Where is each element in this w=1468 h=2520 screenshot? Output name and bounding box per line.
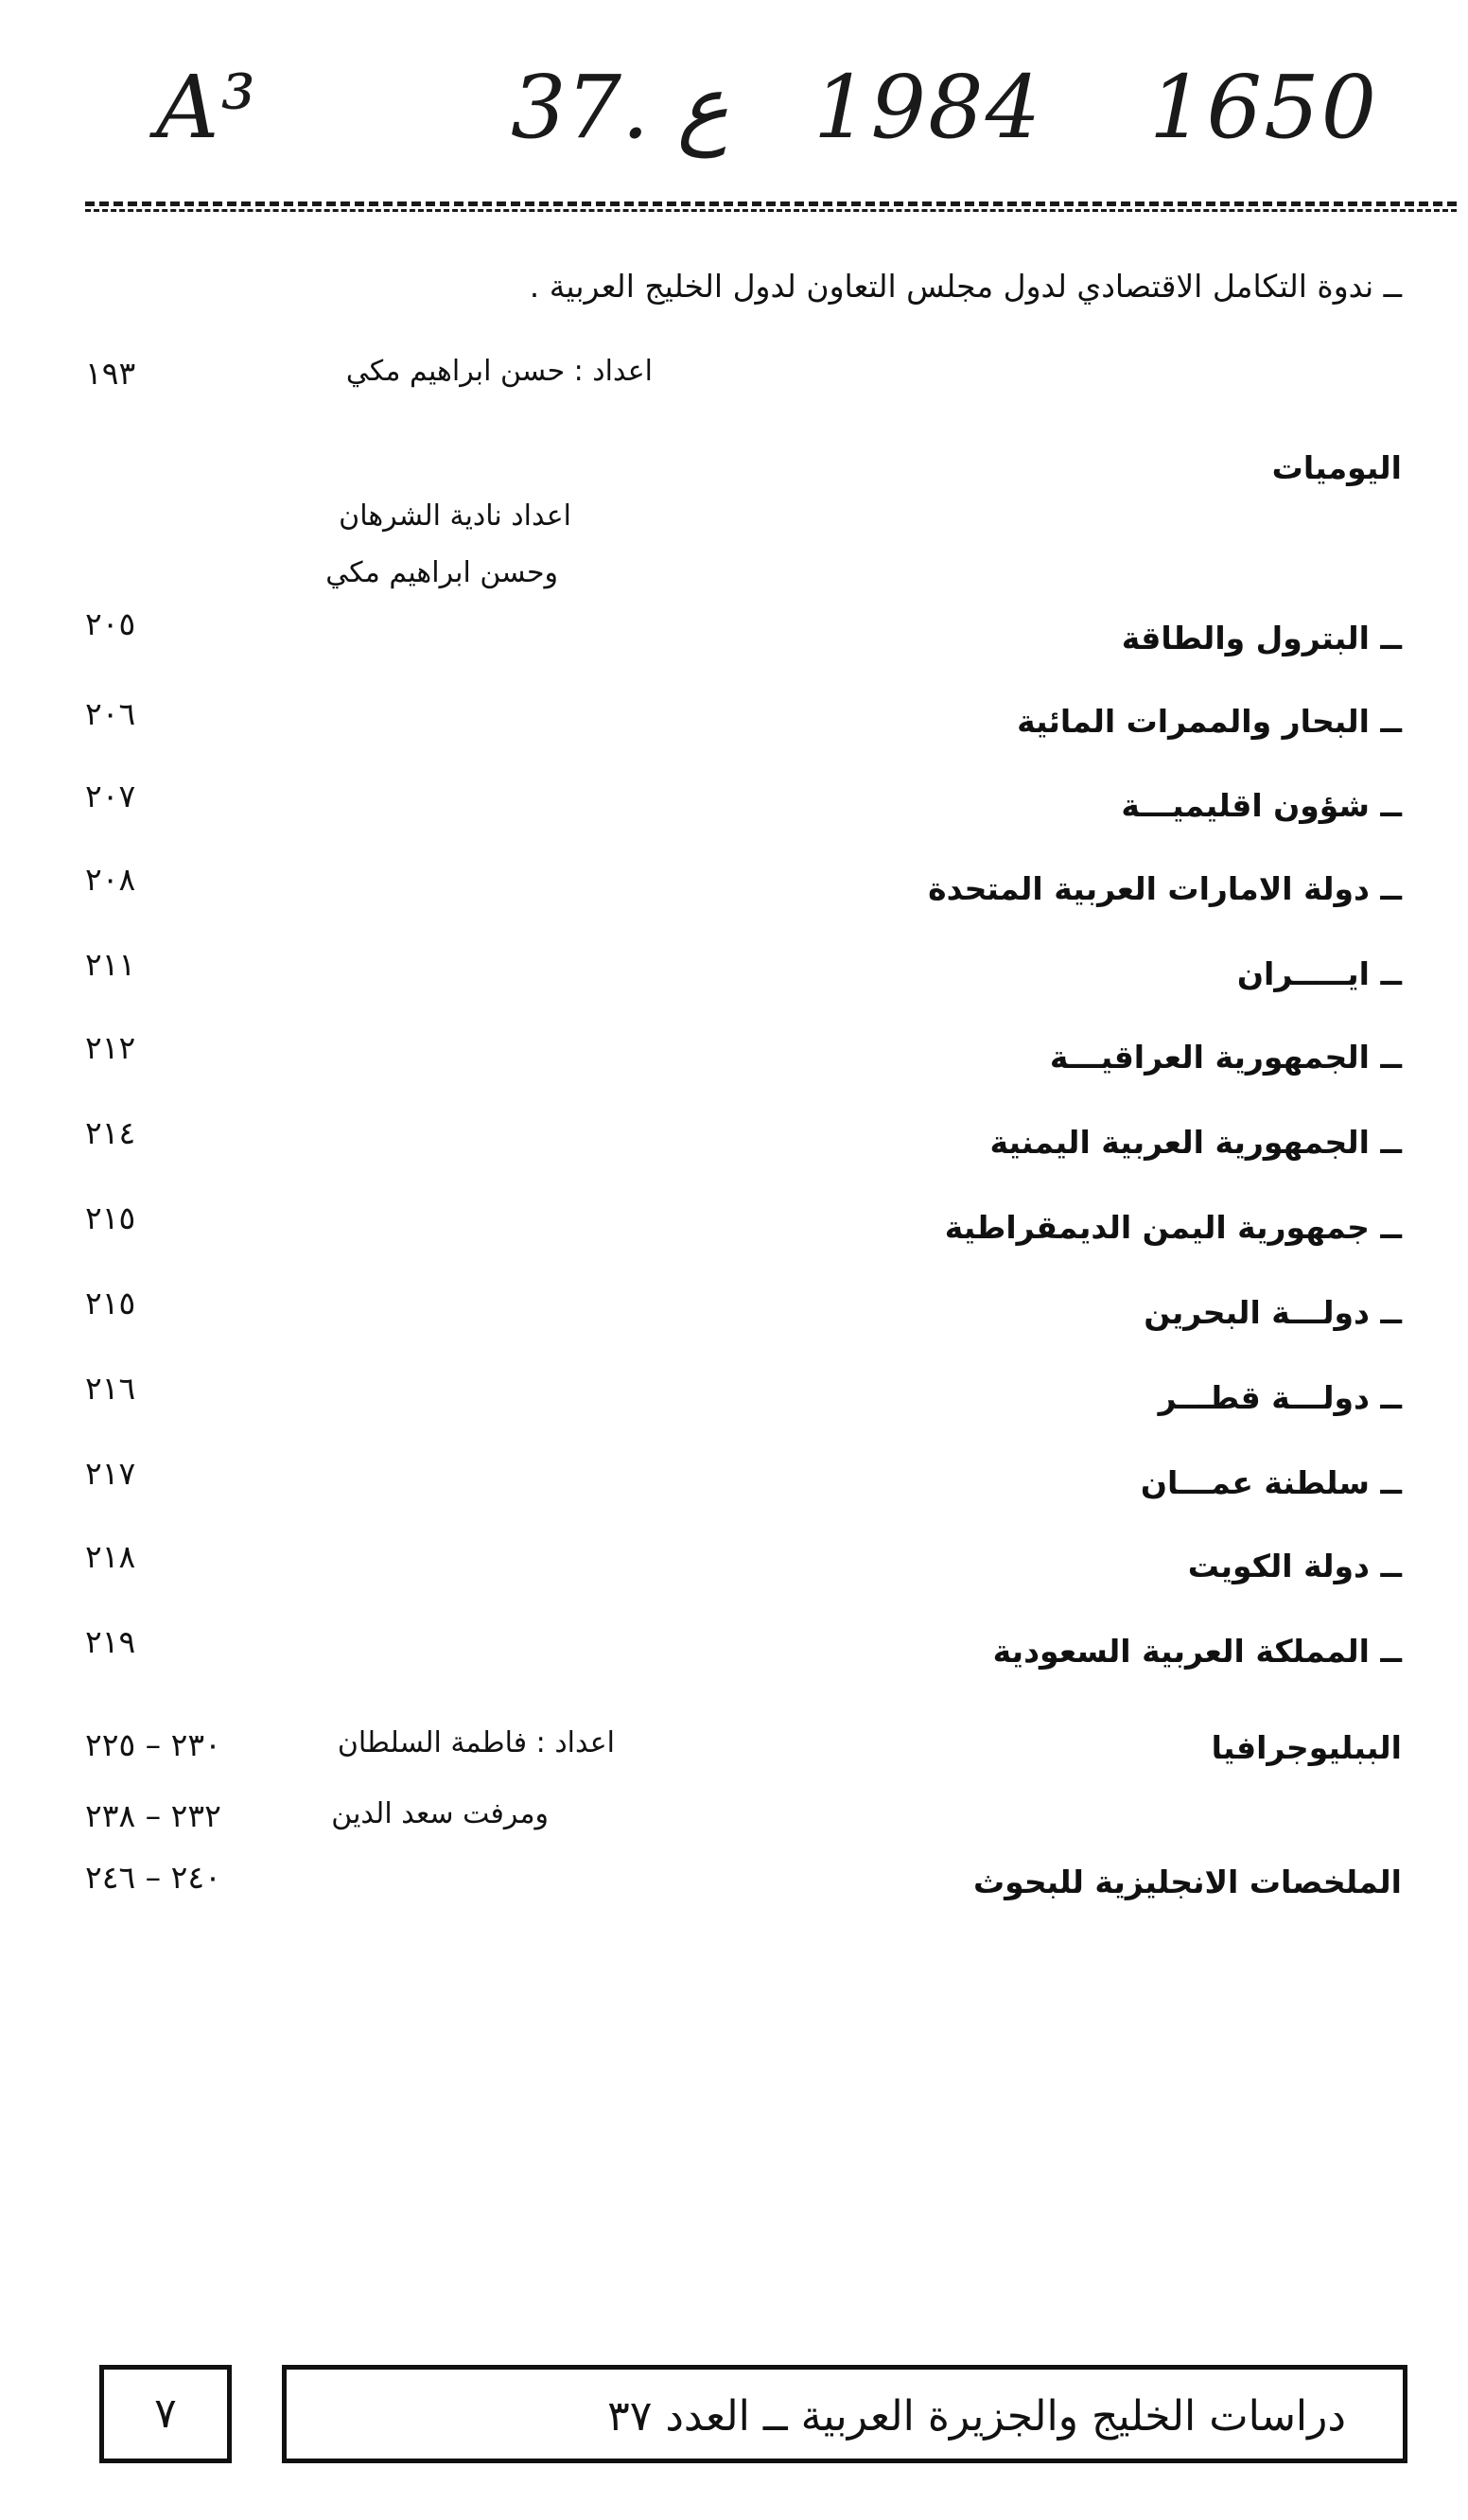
toc-page: ٢١٢ [85,1029,136,1066]
section-heading-bibliography: الببليوجرافيا [1211,1729,1402,1766]
toc-entry: ــ دولـــة البحرين [1144,1294,1402,1331]
toc-entry: ــ جمهورية اليمن الديمقراطية [944,1209,1402,1246]
toc-credit-bibliography-2: ومرفت سعد الدين [331,1797,549,1830]
toc-page-symposium: ١٩٣ [85,355,136,392]
toc-page: ٢٠٨ [85,861,136,898]
toc-entry: ــ الجمهورية العراقيـــة [1049,1039,1402,1076]
toc-entry: ــ البترول والطاقة [1121,620,1402,656]
toc-credit-diary-2: وحسن ابراهيم مكي [325,556,558,589]
toc-credit-symposium: اعداد : حسن ابراهيم مكي [345,355,653,388]
toc-page-summaries: ٢٤٠ – ٢٤٦ [85,1859,221,1896]
toc-page-bibliography-2: ٢٣٢ – ٢٣٨ [85,1797,221,1834]
toc-page: ٢١٤ [85,1114,136,1151]
toc-credit-diary-1: اعداد نادية الشرهان [339,499,571,533]
handwritten-annotation-a3: A³ [156,57,258,158]
footer-page-number: ٧ [99,2365,232,2463]
toc-entry: ــ دولة الكويت [1187,1548,1402,1584]
handwritten-annotation-year: 1984 [813,57,1043,158]
section-heading-summaries: الملخصات الانجليزية للبحوث [972,1864,1402,1900]
handwritten-annotation-number: 1650 [1149,57,1379,158]
toc-page: ٢٠٧ [85,778,136,814]
toc-credit-bibliography-1: اعداد : فاطمة السلطان [337,1726,615,1759]
toc-page: ٢١٥ [85,1199,136,1236]
toc-entry: ــ البحار والممرات المائية [1017,703,1402,740]
toc-entry: ــ شؤون اقليميـــة [1121,787,1402,824]
toc-page: ٢١٨ [85,1538,136,1575]
footer-journal-title: دراسات الخليج والجزيرة العربية ــ العدد ٣٧ [607,2392,1346,2441]
toc-entry: ــ المملكة العربية السعودية [992,1633,1402,1670]
toc-entry: ــ دولة الامارات العربية المتحدة [928,870,1402,907]
toc-page: ٢٠٦ [85,695,136,732]
toc-entry: ــ سلطنة عمـــان [1140,1464,1402,1501]
header-divider-secondary [85,209,1457,212]
toc-entry-symposium: ــ ندوة التكامل الاقتصادي لدول مجلس التعاون لدول الخليج العربية . [529,268,1402,305]
toc-page-bibliography-1: ٢٣٠ – ٢٢٥ [85,1726,221,1763]
toc-page: ٢١٦ [85,1370,136,1407]
section-heading-diary: اليوميات [1271,449,1402,486]
toc-entry: ــ الجمهورية العربية اليمنية [989,1124,1402,1161]
toc-page: ٢١٧ [85,1455,136,1492]
toc-page: ٢١٩ [85,1623,136,1660]
toc-entry: ــ ايـــــران [1236,955,1402,992]
footer-journal-box [282,2365,1407,2463]
toc-page: ٢١١ [85,946,136,983]
toc-entry: ــ دولـــة قطـــر [1158,1379,1402,1416]
handwritten-annotation-issue: 37. ع [511,57,729,158]
toc-page: ٢٠٥ [85,605,136,642]
header-divider [85,201,1457,206]
toc-page: ٢١٥ [85,1285,136,1321]
